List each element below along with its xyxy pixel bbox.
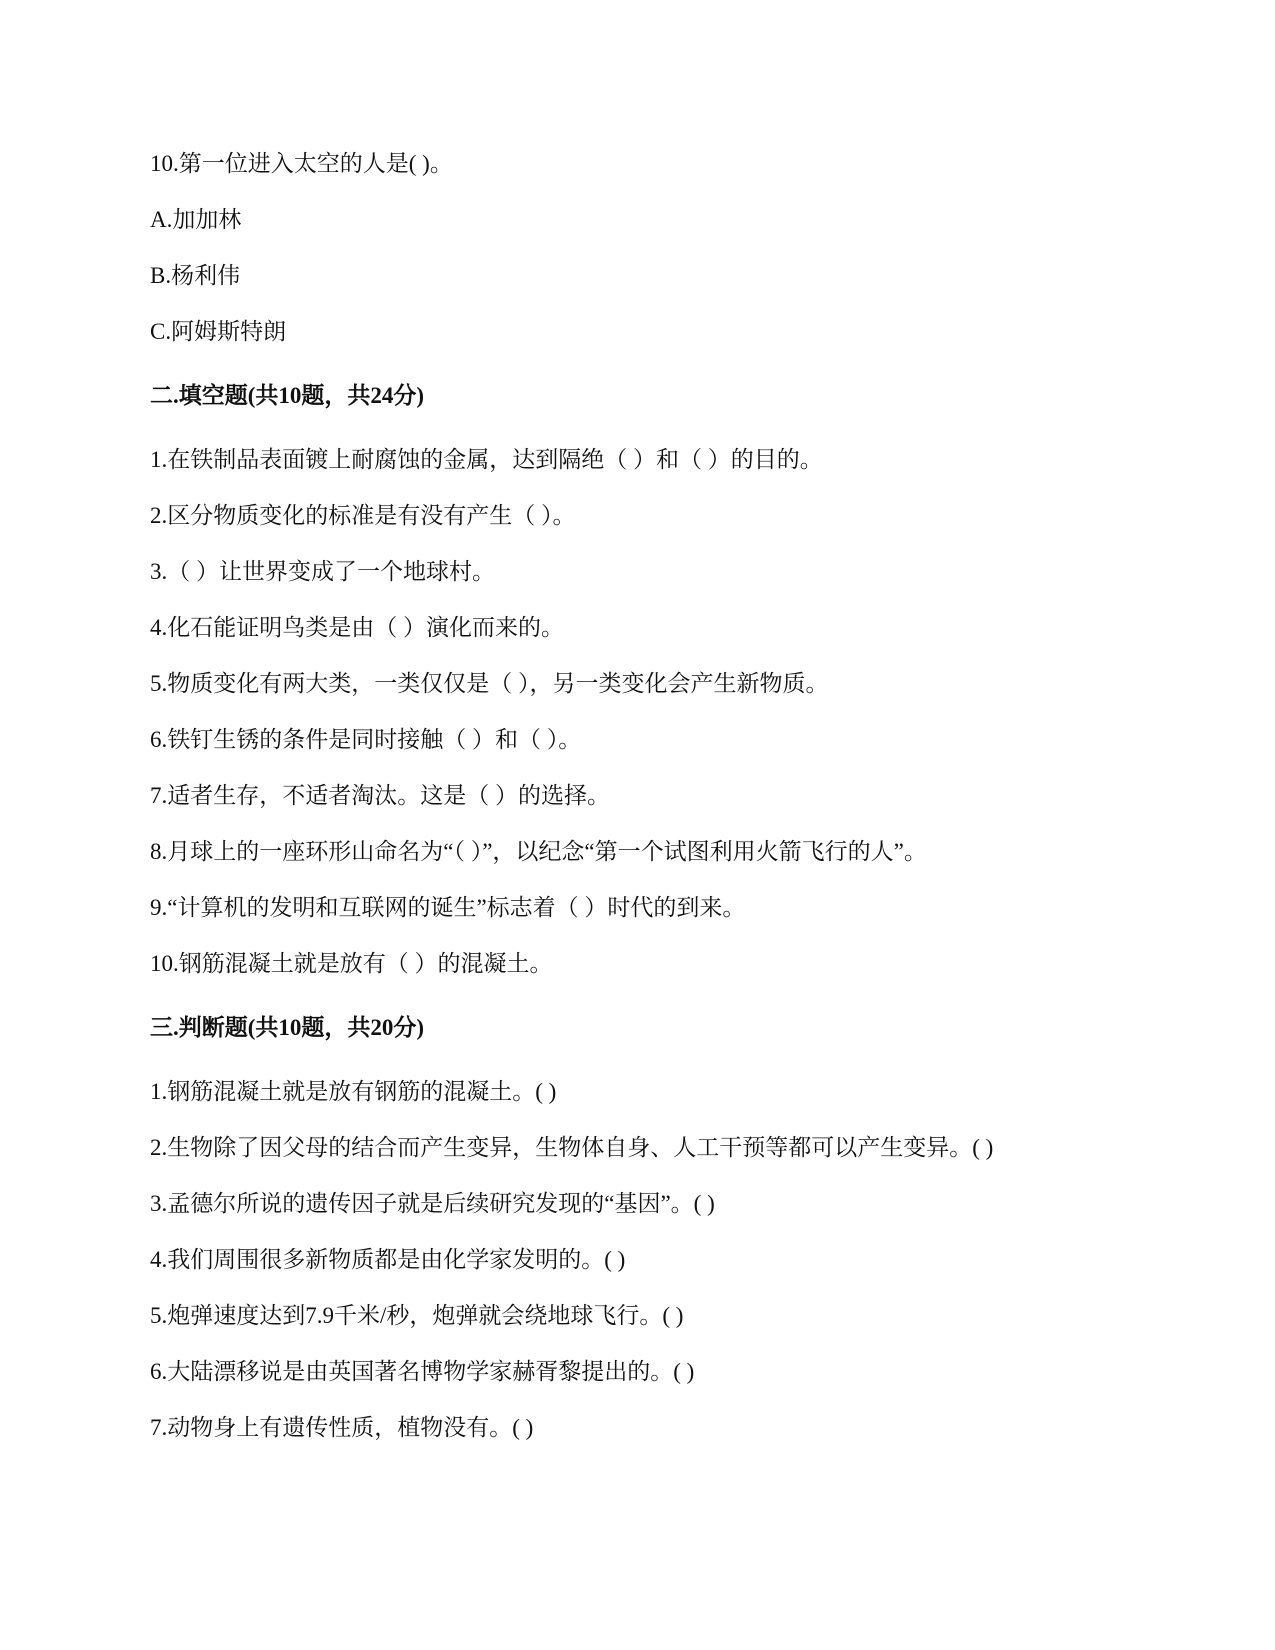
- fill-blank-item: 7.适者生存，不适者淘汰。这是（ ）的选择。: [150, 783, 610, 808]
- true-false-item: 4.我们周围很多新物质都是由化学家发明的。( ): [150, 1247, 626, 1272]
- fill-blank-item: 4.化石能证明鸟类是由（ ）演化而来的。: [150, 615, 564, 640]
- fill-blank-item: 5.物质变化有两大类，一类仅仅是（ ），另一类变化会产生新物质。: [150, 671, 829, 696]
- fill-blank-item: 8.月球上的一座环形山命名为“（ ）”，以纪念“第一个试图利用火箭飞行的人”。: [150, 839, 927, 864]
- true-false-item: 7.动物身上有遗传性质，植物没有。( ): [150, 1415, 534, 1440]
- fill-blank-item: 9.“计算机的发明和互联网的诞生”标志着（ ）时代的到来。: [150, 895, 746, 920]
- true-false-item: 3.孟德尔所说的遗传因子就是后续研究发现的“基因”。( ): [150, 1191, 715, 1216]
- true-false-item: 1.钢筋混凝土就是放有钢筋的混凝土。( ): [150, 1079, 557, 1104]
- option-c: C.阿姆斯特朗: [150, 319, 287, 344]
- fill-blank-item: 6.铁钉生锈的条件是同时接触（ ）和（ ）。: [150, 727, 582, 752]
- true-false-item: 5.炮弹速度达到7.9千米/秒，炮弹就会绕地球飞行。( ): [150, 1303, 684, 1328]
- section-heading-true-false: 三.判断题(共10题，共20分): [150, 1015, 425, 1040]
- section-heading-fill-blank: 二.填空题(共10题，共24分): [150, 383, 425, 408]
- fill-blank-item: 3.（ ）让世界变成了一个地球村。: [150, 559, 495, 584]
- fill-blank-item: 10.钢筋混凝土就是放有（ ）的混凝土。: [150, 951, 553, 976]
- fill-blank-item: 2.区分物质变化的标准是有没有产生（ ）。: [150, 503, 576, 528]
- question-10: 10.第一位进入太空的人是( )。: [150, 151, 453, 176]
- true-false-item: 6.大陆漂移说是由英国著名博物学家赫胥黎提出的。( ): [150, 1359, 695, 1384]
- option-a: A.加加林: [150, 207, 242, 232]
- true-false-item: 2.生物除了因父母的结合而产生变异，生物体自身、人工干预等都可以产生变异。( ): [150, 1135, 994, 1160]
- fill-blank-item: 1.在铁制品表面镀上耐腐蚀的金属，达到隔绝（ ）和（ ）的目的。: [150, 447, 823, 472]
- option-b: B.杨利伟: [150, 263, 241, 288]
